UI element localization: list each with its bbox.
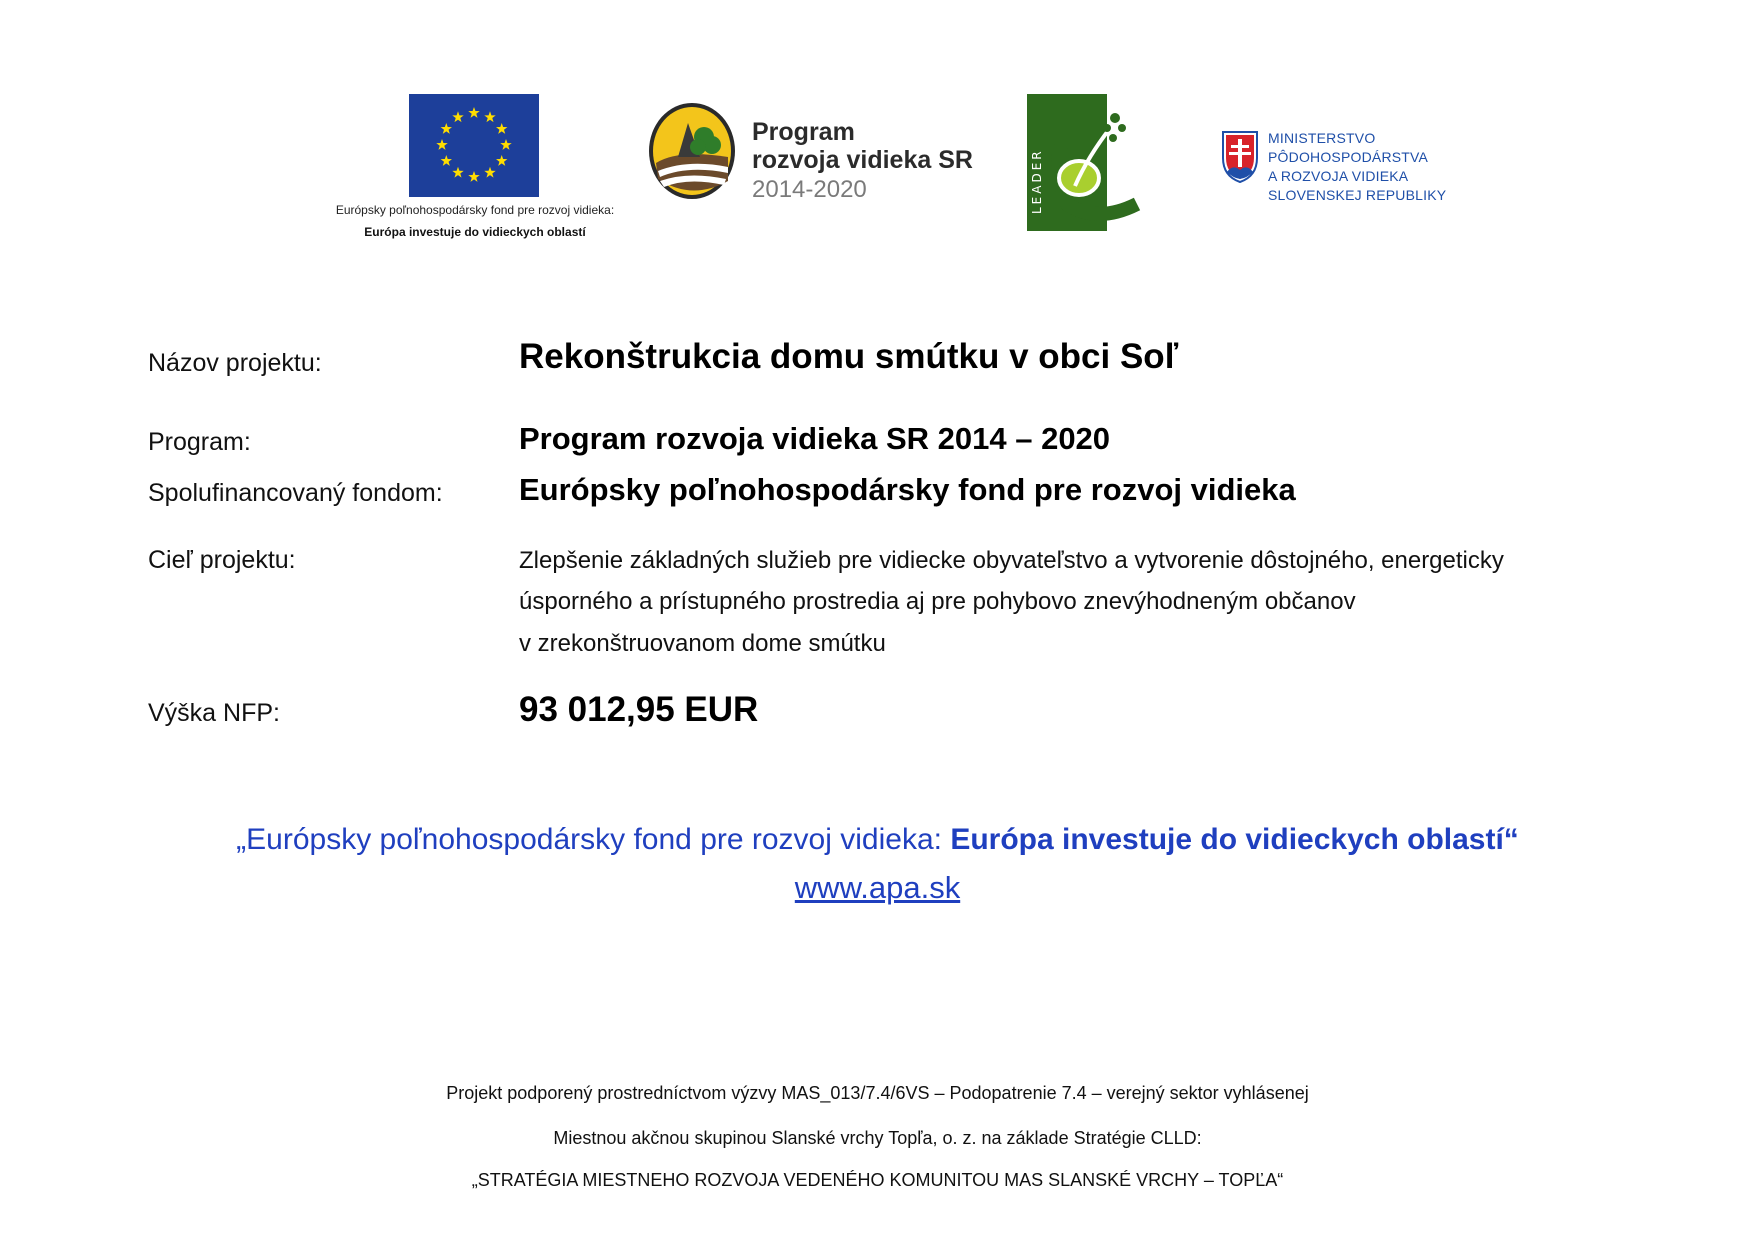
prv-logo-line1: Program: [752, 118, 855, 146]
footer-line2: Miestnou akčnou skupinou Slanské vrchy Topľa, o. z. na základe Stratégie CLLD:: [553, 1128, 1202, 1148]
goal-line2: úsporného a prístupného prostredia aj pre pohybovo znevýhodneným občanov: [519, 588, 1356, 615]
ministry-line2: PÔDOHOSPODÁRSTVA: [1268, 149, 1429, 165]
prv-logo-line3: 2014-2020: [752, 176, 867, 203]
eu-stars-icon: [409, 94, 539, 197]
eu-caption-line1: Európsky poľnohospodársky fond pre rozvoj vidieka:: [335, 203, 615, 217]
footer-line1: Projekt podporený prostredníctvom výzvy MAS_013/7.4/6VS – Podopatrenie 7.4 – verejný sektor vyhlásenej: [446, 1083, 1309, 1103]
svg-text:LEADER: LEADER: [1030, 148, 1044, 214]
footer-line3: „STRATÉGIA MIESTNEHO ROZVOJA VEDENÉHO KOMUNITOU MAS SLANSKÉ VRCHY – TOPĽA“: [471, 1170, 1284, 1190]
ministry-line3: A ROZVOJA VIDIEKA: [1268, 168, 1409, 184]
slogan-regular: „Európsky poľnohospodársky fond pre rozvoj vidieka:: [236, 823, 951, 856]
fund-label: Spolufinancovaný fondom:: [148, 479, 443, 507]
eu-flag-logo: [409, 94, 539, 197]
eu-caption-line2: Európa investuje do vidieckych oblastí: [364, 225, 586, 239]
slogan: [0, 823, 1755, 857]
ministry-line1: MINISTERSTVO: [1268, 130, 1376, 146]
goal-line3: v zrekonštruovanom dome smútku: [519, 630, 886, 657]
prv-emblem-logo: [648, 101, 737, 201]
prv-logo-line2: rozvoja vidieka SR: [752, 146, 973, 174]
project-name-label: Názov projektu:: [148, 349, 322, 377]
program-value: Program rozvoja vidieka SR 2014 – 2020: [519, 421, 1111, 456]
fund-value: Európsky poľnohospodársky fond pre rozvoj vidieka: [519, 472, 1296, 507]
goal-line1: Zlepšenie základných služieb pre vidiecke obyvateľstvo a vytvorenie dôstojného, energeticky: [519, 547, 1504, 574]
ministry-line4: SLOVENSKEJ REPUBLIKY: [1268, 187, 1447, 203]
leader-emblem-icon: [1027, 94, 1145, 231]
nfp-label: Výška NFP:: [148, 699, 280, 727]
slogan-bold: Európa investuje do vidieckych oblastí“: [950, 823, 1519, 856]
program-label: Program:: [148, 428, 251, 456]
website-link[interactable]: www.apa.sk: [794, 870, 961, 905]
slovak-coat-of-arms-logo: [1222, 130, 1258, 184]
project-name-value: Rekonštrukcia domu smútku v obci Soľ: [519, 337, 1179, 376]
leader-logo: [1027, 94, 1145, 231]
coat-of-arms-icon: [1222, 130, 1258, 184]
nfp-value: 93 012,95 EUR: [519, 690, 759, 729]
prv-emblem-icon: [648, 101, 737, 201]
goal-label: Cieľ projektu:: [148, 546, 296, 574]
